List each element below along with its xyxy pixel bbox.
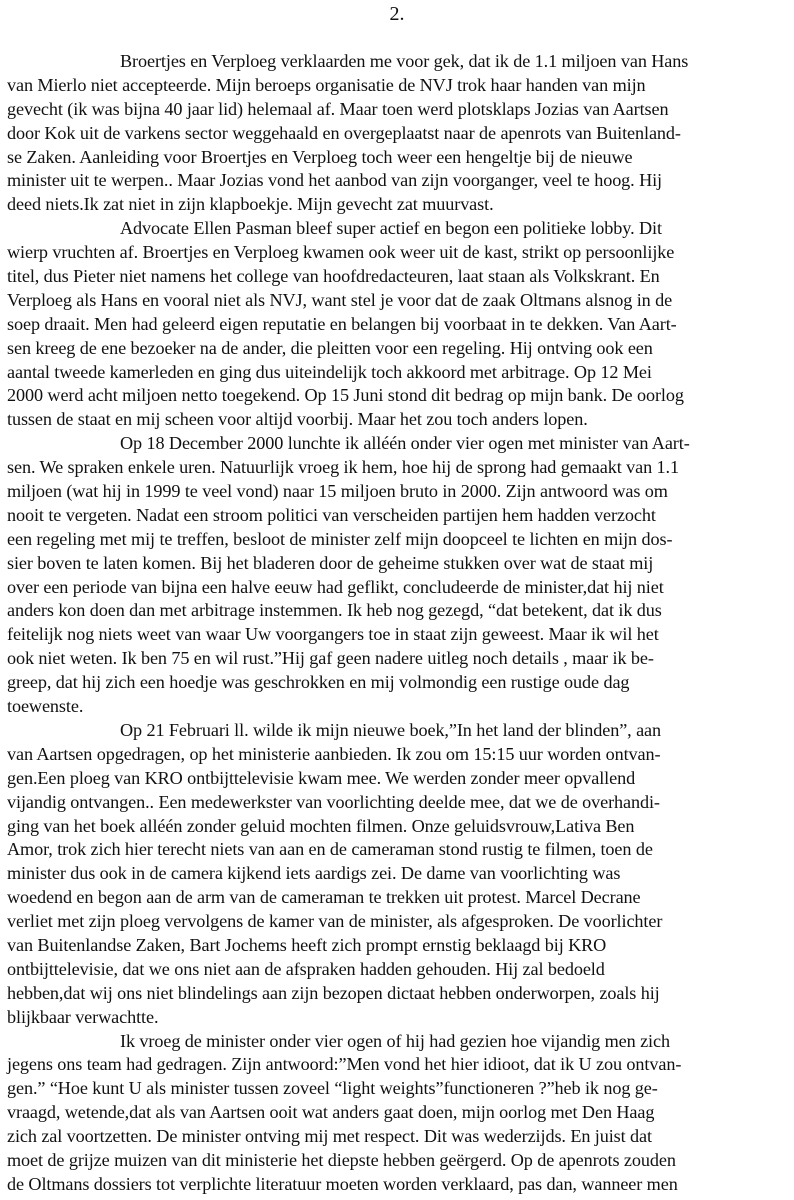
page-number: 2. — [389, 3, 405, 25]
text-line: Ik vroeg de minister onder vier ogen of hij had gezien hoe vijandig men zich — [120, 1030, 670, 1051]
text-line: ging van het boek alléén zonder geluid mochten filmen. Onze geluidsvrouw,Lativa Ben — [7, 815, 635, 836]
text-line: door Kok uit de varkens sector weggehaald en overgeplaatst naar de apenrots van Buitenland- — [7, 122, 681, 143]
text-line: titel, dus Pieter niet namens het college van hoofdredacteuren, laat staan als Volkskrant. En — [7, 266, 660, 287]
text-line: de Oltmans dossiers tot verplichte literatuur moeten worden verklaard, pas dan, wanneer men — [7, 1173, 678, 1194]
text-line: miljoen (wat hij in 1999 te veel vond) naar 15 miljoen bruto in 2000. Zijn antwoord was om — [7, 481, 668, 502]
text-line: ontbijttelevisie, dat we ons niet aan de afspraken hadden gehouden. Hij zal bedoeld — [7, 958, 605, 979]
text-line: greep, dat hij zich een hoedje was geschrokken en mij volmondig een rustige oude dag — [7, 672, 630, 693]
text-line: gen.Een ploeg van KRO ontbijttelevisie kwam mee. We werden zonder meer opvallend — [7, 767, 636, 788]
text-line: ook niet weten. Ik ben 75 en wil rust.”Hij gaf geen nadere uitleg noch details , maar ik be- — [7, 648, 654, 669]
text-line: deed niets.Ik zat niet in zijn klapboekje. Mijn gevecht zat muurvast. — [7, 194, 494, 215]
text-line: verliet met zijn ploeg vervolgens de kamer van de minister, als afgesproken. De voorlichter — [7, 911, 663, 932]
text-line: se Zaken. Aanleiding voor Broertjes en Verploeg toch weer een hengeltje bij de nieuwe — [7, 146, 633, 167]
text-line: blijkbaar verwachtte. — [7, 1006, 159, 1027]
text-line: gevecht (ik was bijna 40 jaar lid) helemaal af. Maar toen werd plotsklaps Jozias van Aartsen — [7, 98, 669, 119]
text-line: sen kreeg de ene bezoeker na de ander, die pleitten voor een regeling. Hij ontving ook een — [7, 337, 653, 358]
text-line: zich zal voortzetten. De minister ontving mij met respect. Dit was wederzijds. En juist dat — [7, 1126, 652, 1147]
text-line: van Buitenlandse Zaken, Bart Jochems heeft zich prompt ernstig beklaagd bij KRO — [7, 934, 607, 955]
text-line: minister uit te werpen.. Maar Jozias vond het aanbod van zijn voorganger, veel te hoog. Hij — [7, 170, 663, 191]
text-line: woedend en begon aan de arm van de cameraman te trekken uit protest. Marcel Decrane — [7, 887, 641, 908]
text-line: wierp vruchten af. Broertjes en Verploeg kwamen ook weer uit de kast, strikt op persoonlijke — [7, 242, 675, 263]
text-line: moet de grijze muizen van dit ministerie het diepste hebben geërgerd. Op de apenrots zouden — [7, 1149, 676, 1170]
text-line: Advocate Ellen Pasman bleef super actief en begon een politieke lobby. Dit — [120, 218, 662, 239]
text-line: 2000 werd acht miljoen netto toegekend. Op 15 Juni stond dit bedrag op mijn bank. De oorlog — [7, 385, 684, 406]
text-line: minister dus ook in de camera kijkend iets aardigs zei. De dame van voorlichting was — [7, 863, 621, 884]
text-line: Op 18 December 2000 lunchte ik alléén onder vier ogen met minister van Aart- — [120, 433, 690, 454]
text-line: vijandig ontvangen.. Een medewerkster van voorlichting deelde mee, dat we de overhandi- — [7, 791, 660, 812]
text-line: soep draait. Men had geleerd eigen reputatie en belangen bij voorbaat in te dekken. Van Aart- — [7, 313, 677, 334]
text-line: jegens ons team had gedragen. Zijn antwoord:”Men vond het hier idioot, dat ik U zou ontvan- — [7, 1054, 682, 1075]
text-line: toewenste. — [7, 696, 84, 717]
text-line: sen. We spraken enkele uren. Natuurlijk vroeg ik hem, hoe hij de sprong had gemaakt van 1.1 — [7, 457, 679, 478]
text-line: sier boven te laten komen. Bij het bladeren door de geheime stukken over wat de staat mij — [7, 552, 654, 573]
text-line: Verploeg als Hans en vooral niet als NVJ, want stel je voor dat de zaak Oltmans alsnog in de — [7, 289, 673, 310]
text-line: Amor, trok zich hier terecht niets van aan en de cameraman stond rustig te filmen, toen de — [7, 839, 653, 860]
text-line: nooit te vergeten. Nadat een stroom politici van verscheiden partijen hem hadden verzocht — [7, 504, 656, 525]
text-line: anders kon doen dan met arbitrage instemmen. Ik heb nog gezegd, “dat betekent, dat ik dus — [7, 600, 662, 621]
text-line: van Aartsen opgedragen, op het ministerie aanbieden. Ik zou om 15:15 uur worden ontvan- — [7, 743, 661, 764]
text-line: over een periode van bijna een halve eeuw had geflikt, concludeerde de minister,dat hij niet — [7, 576, 664, 597]
text-line: vraagd, wetende,dat als van Aartsen ooit wat anders gaat doen, mijn oorlog met Den Haag — [7, 1102, 655, 1123]
text-line: van Mierlo niet accepteerde. Mijn beroeps organisatie de NVJ trok haar handen van mijn — [7, 74, 646, 95]
text-line: een regeling met mij te treffen, besloot de minister zelf mijn doopceel te lichten en mijn dos- — [7, 528, 673, 549]
text-line: Op 21 Februari ll. wilde ik mijn nieuwe boek,”In het land der blinden”, aan — [120, 719, 662, 740]
text-line: aantal tweede kamerleden en ging dus uiteindelijk toch akkoord met arbitrage. Op 12 Mei — [7, 361, 652, 382]
body-text — [7, 50, 690, 1197]
text-line: Broertjes en Verploeg verklaarden me voor gek, dat ik de 1.1 miljoen van Hans — [120, 51, 689, 71]
text-line: feitelijk nog niets weet van waar Uw voorgangers toe in staat zijn geweest. Maar ik wil het — [7, 624, 659, 645]
text-line: gen.” “Hoe kunt U als minister tussen zoveel “light weights”functioneren ?”heb ik nog ge- — [7, 1078, 658, 1099]
text-line: hebben,dat wij ons niet blindelings aan zijn bezopen dictaat hebben onderworpen, zoals hij — [7, 982, 660, 1003]
text-line: tussen de staat en mij scheen voor altijd voorbij. Maar het zou toch anders lopen. — [7, 409, 588, 430]
